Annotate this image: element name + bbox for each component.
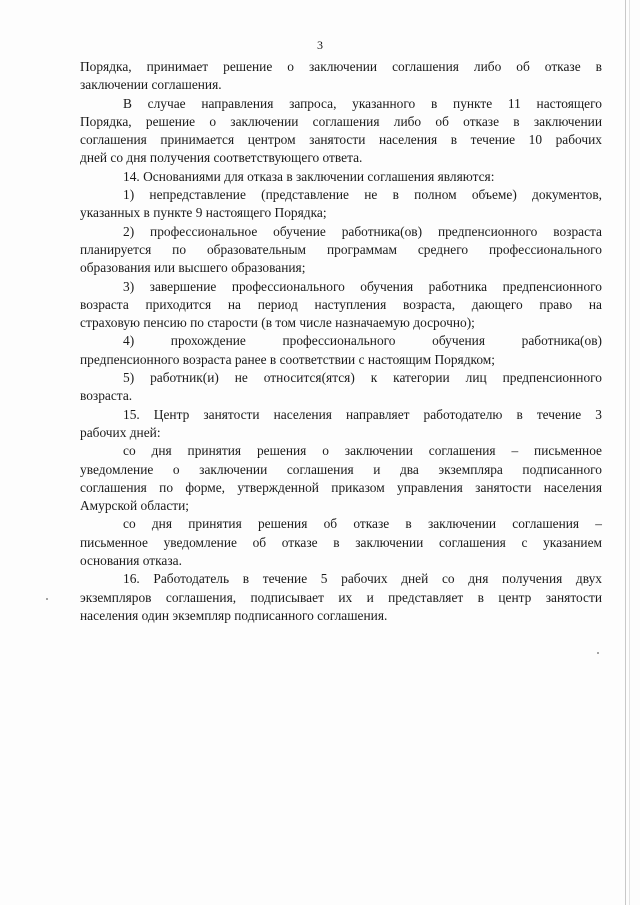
text-line: указанных в пункте 9 настоящего Порядка; [80,205,327,221]
scan-edge-shadow [629,0,630,905]
text-line: уведомление о заключении соглашения и два экземпляра подписанного [80,461,602,477]
text-line: соглашения принимается центром занятости населения в течение 10 рабочих [80,132,602,148]
scan-speck [597,652,599,654]
text-line: 1) непредставление (представление не в полном объеме) документов, [123,187,602,203]
text-line: планируется по образовательным программам среднего профессионального [80,241,602,257]
text-line: возраста. [80,388,133,404]
document-body [80,58,602,625]
text-line: Порядка, принимает решение о заключении соглашения либо об отказе в [80,59,602,74]
text-line: населения один экземпляр подписанного соглашения. [80,607,388,623]
scan-speck [46,598,48,600]
text-line: дней со дня получения соответствующего ответа. [80,150,363,166]
text-line: 2) профессиональное обучение работника(ов) предпенсионного возраста [123,223,602,239]
text-line: заключении соглашения. [80,77,222,93]
text-line: 15. Центр занятости населения направляет работодателю в течение 3 [123,406,602,422]
text-line: 3) завершение профессионального обучения работника предпенсионного [123,278,602,294]
page-number: 3 [317,38,323,52]
text-line: 5) работник(и) не относится(ятся) к категории лиц предпенсионного [123,370,602,386]
text-line: со дня принятия решения об отказе в заключении соглашения – [123,516,602,532]
text-line: соглашения по форме, утвержденной приказом управления занятости населения [80,479,602,495]
text-line: рабочих дней: [80,424,161,440]
text-line: возраста приходится на период наступления возраста, дающего право на [80,296,602,312]
text-line: письменное уведомление об отказе в заключении соглашения с указанием [80,534,602,550]
text-line: экземпляров соглашения, подписывает их и представляет в центр занятости [80,589,602,605]
text-line: В случае направления запроса, указанного в пункте 11 настоящего [123,95,602,111]
text-line: страховую пенсию по старости (в том числе назначаемую досрочно); [80,315,475,331]
text-line: основания отказа. [80,553,182,569]
text-line: Порядка, решение о заключении соглашения либо об отказе в заключении [80,113,602,129]
text-line: предпенсионного возраста ранее в соответствии с настоящим Порядком; [80,351,495,367]
scan-edge-line [625,0,626,905]
text-line: 16. Работодатель в течение 5 рабочих дней со дня получения двух [123,571,602,587]
text-line: 14. Основаниями для отказа в заключении соглашения являются: [123,168,495,184]
text-line: со дня принятия решения о заключении соглашения – письменное [123,443,602,459]
text-line: Амурской области; [80,498,189,514]
text-line: образования или высшего образования; [80,260,306,276]
text-line: 4) прохождение профессионального обучения работника(ов) [123,333,602,349]
